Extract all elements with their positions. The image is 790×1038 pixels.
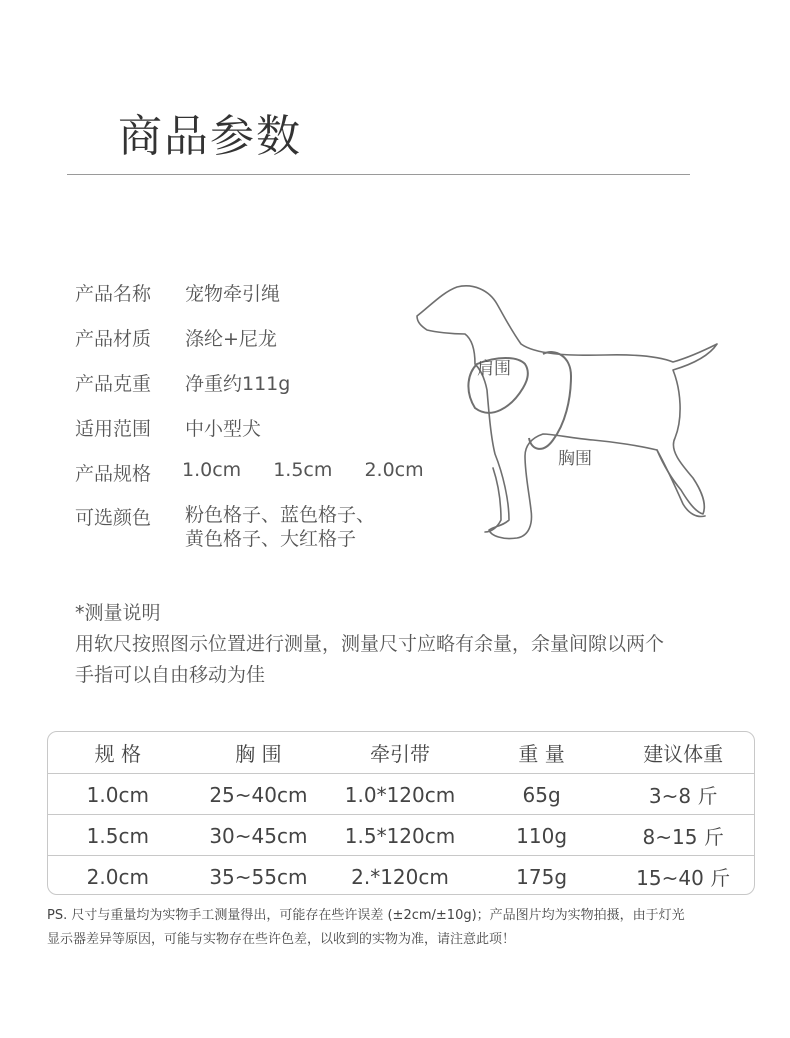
dog-measurement-diagram xyxy=(405,278,725,548)
color-values xyxy=(185,503,375,551)
spec-value: 中小型犬 xyxy=(185,418,262,440)
note-line: 用软尺按照图示位置进行测量，测量尺寸应略有余量，余量间隙以两个 xyxy=(75,633,665,655)
table-cell: 3~8 斤 xyxy=(648,784,718,808)
spec-value: 宠物牵引绳 xyxy=(185,283,281,305)
disclaimer-line: 显示器差异等原因，可能与实物存在些许色差，以收到的实物为准，请注意此项！ xyxy=(47,932,516,947)
table-cell: 1.5cm xyxy=(86,823,149,848)
shoulder-label: 肩围 xyxy=(477,359,511,379)
table-cell: 35~55cm xyxy=(209,864,308,889)
table-row xyxy=(48,855,754,895)
table-cell: 175g xyxy=(516,864,568,889)
table-cell: 1.0cm xyxy=(86,782,149,807)
table-cell: 1.5*120cm xyxy=(344,823,456,848)
spec-value: 净重约111g xyxy=(185,373,291,395)
table-row xyxy=(48,814,754,856)
table-cell: 25~40cm xyxy=(209,782,308,807)
size-value: 1.0cm xyxy=(182,459,242,481)
size-table xyxy=(47,731,755,895)
spec-label: 适用范围 xyxy=(75,418,152,440)
table-header-cell: 重 量 xyxy=(518,742,565,766)
table-cell: 8~15 斤 xyxy=(642,825,724,849)
table-header-row xyxy=(48,732,754,773)
disclaimer-line: PS. 尺寸与重量均为实物手工测量得出，可能存在些许误差 (±2cm/±10g)；产品图片均为实物拍摄，由于灯光 xyxy=(47,908,685,923)
table-header-cell: 规 格 xyxy=(94,742,141,766)
table-cell: 15~40 斤 xyxy=(636,866,731,890)
table-cell: 30~45cm xyxy=(209,823,308,848)
spec-label: 产品名称 xyxy=(75,283,152,305)
spec-label: 可选颜色 xyxy=(75,507,152,529)
table-cell: 1.0*120cm xyxy=(344,782,456,807)
page-title: 商品参数 xyxy=(118,111,302,162)
table-cell: 2.*120cm xyxy=(351,864,449,889)
size-value: 1.5cm xyxy=(273,459,333,481)
chest-label: 胸围 xyxy=(558,449,592,469)
note-heading: *测量说明 xyxy=(75,602,161,624)
spec-label: 产品规格 xyxy=(75,463,152,485)
spec-label: 产品克重 xyxy=(75,373,152,395)
table-cell: 65g xyxy=(522,782,561,807)
size-value: 2.0cm xyxy=(364,459,424,481)
color-line: 粉色格子、蓝色格子、 xyxy=(185,504,376,526)
color-line: 黄色格子、大红格子 xyxy=(185,528,357,550)
table-cell: 110g xyxy=(516,823,568,848)
spec-label: 产品材质 xyxy=(75,328,152,350)
measurement-note xyxy=(75,598,664,691)
note-line: 手指可以自由移动为佳 xyxy=(75,664,266,686)
title-divider xyxy=(67,174,690,175)
table-header-cell: 胸 围 xyxy=(235,742,282,766)
disclaimer-note xyxy=(47,904,763,952)
spec-value: 涤纶+尼龙 xyxy=(185,328,277,350)
table-header-cell: 牵引带 xyxy=(370,742,430,766)
table-cell: 2.0cm xyxy=(86,864,149,889)
table-header-cell: 建议体重 xyxy=(643,742,724,766)
table-row xyxy=(48,773,754,815)
